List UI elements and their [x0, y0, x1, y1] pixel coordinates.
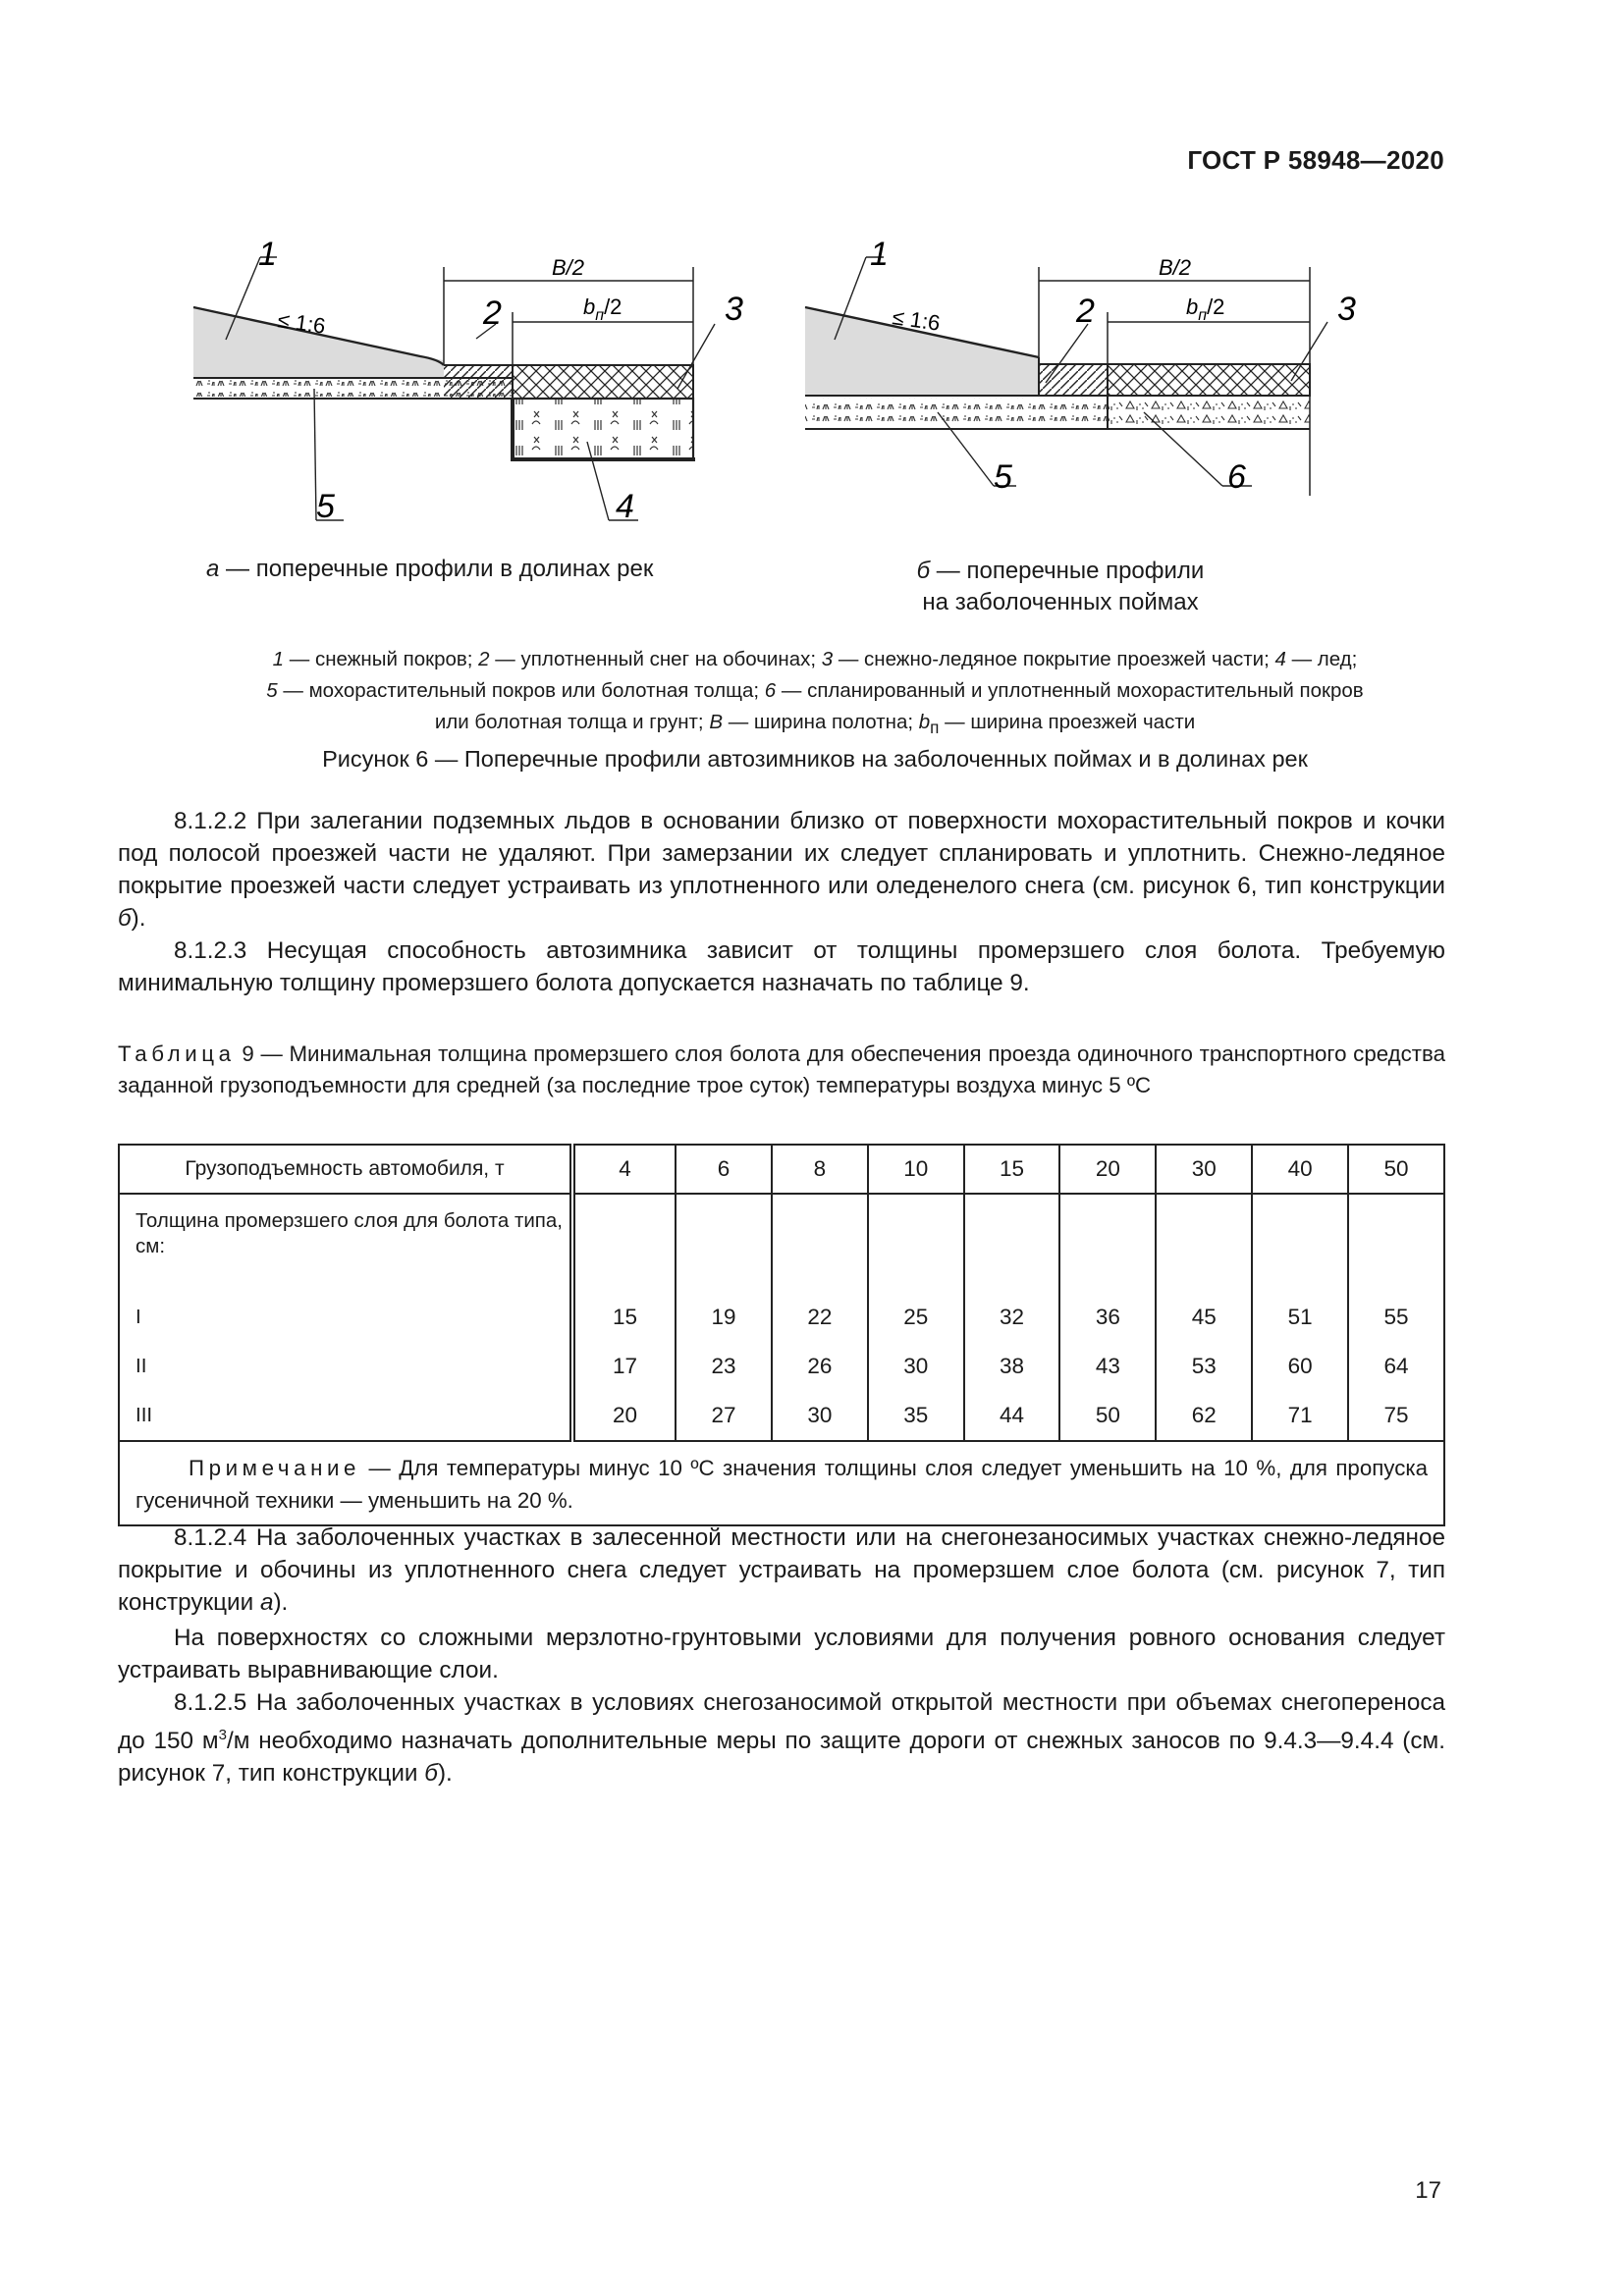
- row-labels-column: [119, 1194, 572, 1441]
- value-column: 19 23 27: [676, 1194, 772, 1441]
- header-capacity: 15: [964, 1145, 1060, 1194]
- label-a-B-half: B/2: [552, 255, 585, 280]
- value-column: 45 53 62: [1156, 1194, 1252, 1441]
- value-column: 36 43 50: [1059, 1194, 1156, 1441]
- label-a-4: 4: [616, 488, 634, 525]
- label-a-slope: ≤ 1:6: [276, 307, 328, 339]
- label-a-2: 2: [483, 294, 502, 332]
- label-b-5: 5: [994, 458, 1012, 496]
- table-body-row: [119, 1194, 1444, 1441]
- header-capacity-label: Грузоподъемность автомобиля, т: [119, 1145, 572, 1194]
- label-b-1: 1: [870, 236, 889, 273]
- label-b-slope: ≤ 1:6: [891, 304, 943, 336]
- diagram-a: [193, 236, 743, 525]
- diagram-b: [805, 236, 1356, 496]
- value-column: 55 64 75: [1348, 1194, 1444, 1441]
- bog-type-label: I: [135, 1306, 141, 1328]
- header-capacity: 20: [1059, 1145, 1156, 1194]
- paragraph-8-1-2-4: 8.1.2.4 На заболоченных участках в залесенной местности или на снегонезаносимых участках снежно-ледяное покрытие и обочины из уплотненного снега следует устраивать на промерзшем слое болота (см. рисунок 7, тип конструкции а).: [118, 1524, 1445, 1616]
- value-column: 32 38 44: [964, 1194, 1060, 1441]
- row-lead-label: Толщина промерзшего слоя для болота типа, см:: [135, 1209, 563, 1257]
- table-note-row: [119, 1441, 1444, 1525]
- label-b-bp-half: $b_п/2$: [1186, 294, 1225, 324]
- paragraph-8-1-2-3: 8.1.2.3 Несущая способность автозимника зависит от толщины промерзшего слоя болота. Требуемую минимальную толщину промерзшего болота допускается назначать по таблице 9.: [118, 937, 1445, 996]
- label-a-bp-half: $b_п/2$: [583, 294, 623, 324]
- value-column: 25 30 35: [868, 1194, 964, 1441]
- figure-title: Рисунок 6 — Поперечные профили автозимников на заболоченных поймах и в долинах рек: [322, 746, 1308, 772]
- caption-a: а — поперечные профили в долинах рек: [206, 556, 654, 582]
- label-b-6: 6: [1227, 458, 1246, 496]
- table-header-row: [119, 1145, 1444, 1194]
- paragraph-8-1-2-5: 8.1.2.5 На заболоченных участках в условиях снегозаносимой открытой местности при объемах снегопереноса до 150 $м^3/м$ необходимо назначать дополнительные меры по защите дороги от снежных заносов по 9.4.3—9.4.4 (см. рисунок 7, тип конструкции б).: [118, 1689, 1445, 1788]
- figure-6-cross-sections: [0, 226, 1624, 550]
- paragraph-8-1-2-2: 8.1.2.2 При залегании подземных льдов в основании близко от поверхности мохорастительный покров и кочки под полосой проезжей части не удаляют. При замерзании их следует спланировать и уплотнить. Снежно-ледяное покрытие проезжей части следует устраивать из уплотненного или оледенелого снега (см. рисунок 6, тип конструкции б).: [118, 808, 1445, 932]
- value-column: 15 17 20: [572, 1194, 676, 1441]
- label-b-B-half: B/2: [1159, 255, 1192, 280]
- table-note: Примечание — Для температуры минус 10 ºС значения толщины слоя следует уменьшить на 10 %, для пропуска гусеничной техники — уменьшить на 20 %.: [119, 1441, 1444, 1525]
- value-column: 51 60 71: [1252, 1194, 1348, 1441]
- bog-type-label: III: [135, 1404, 153, 1426]
- bog-type-label: II: [135, 1355, 147, 1377]
- header-capacity: 50: [1348, 1145, 1444, 1194]
- paragraph-uneven-surfaces: На поверхностях со сложными мерзлотно-грунтовыми условиями для получения ровного основания следует устраивать выравнивающие слои.: [118, 1625, 1445, 1683]
- label-b-3: 3: [1337, 291, 1356, 328]
- value-column: 22 26 30: [772, 1194, 868, 1441]
- header-capacity: 30: [1156, 1145, 1252, 1194]
- label-b-2: 2: [1076, 293, 1095, 330]
- table-9: [118, 1144, 1445, 1526]
- caption-b: б — поперечные профили на заболоченных поймах: [916, 558, 1205, 615]
- label-a-1: 1: [258, 236, 277, 273]
- document-code: ГОСТ Р 58948—2020: [1187, 145, 1444, 175]
- page-number: 17: [1415, 2177, 1441, 2204]
- table-9-caption: Таблица 9 — Минимальная толщина промерзшего слоя болота для обеспечения проезда одиночного транспортного средства заданной грузоподъемности для средней (за последние трое суток) температуры воздуха минус 5 ºС: [118, 1041, 1445, 1097]
- label-a-5: 5: [316, 488, 335, 525]
- label-a-3: 3: [725, 291, 743, 328]
- header-capacity: 10: [868, 1145, 964, 1194]
- figure-legend: 1 — снежный покров; 2 — уплотненный снег на обочинах; 3 — снежно-ледяное покрытие проезжей части; 4 — лед; 5 — мохорастительный покров или болотная толща; 6 — спланированный и уплотненный мохорастительный покров или болотная толща и грунт; B — ширина полотна; $b_п$ — ширина проезжей части: [266, 648, 1364, 738]
- header-capacity: 40: [1252, 1145, 1348, 1194]
- header-capacity: 4: [572, 1145, 676, 1194]
- header-capacity: 8: [772, 1145, 868, 1194]
- header-capacity: 6: [676, 1145, 772, 1194]
